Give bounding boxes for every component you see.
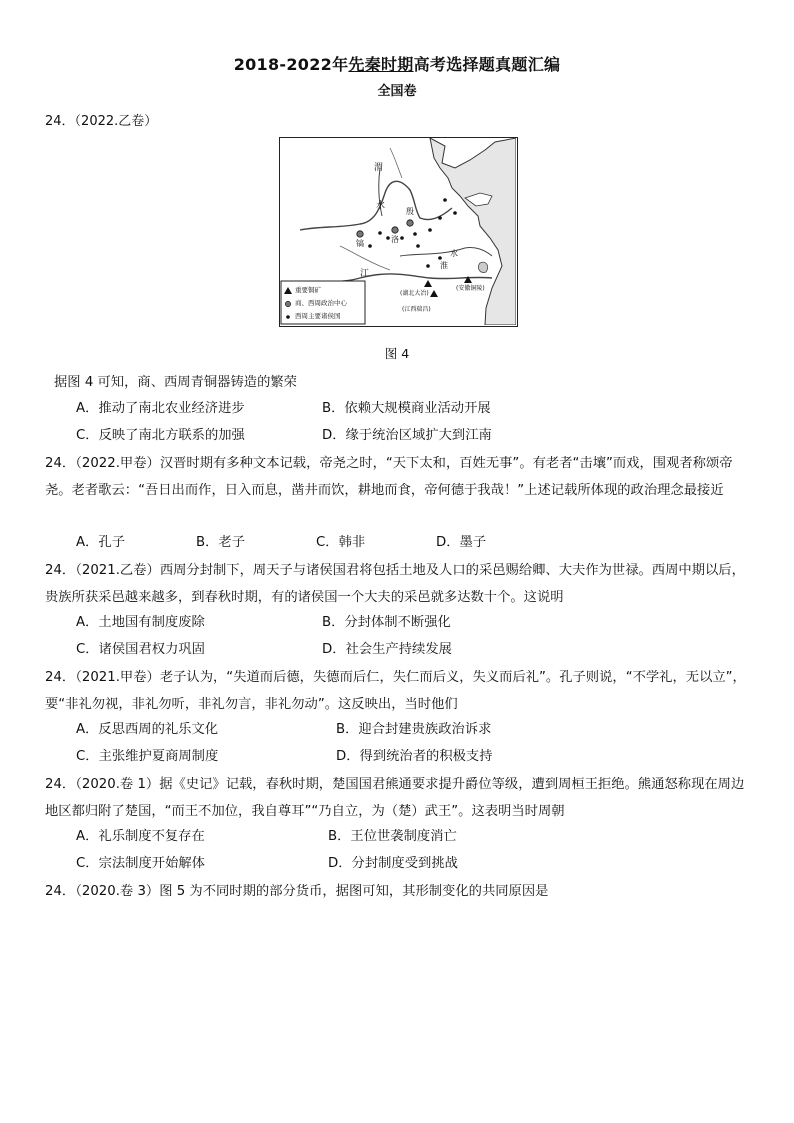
centre-luo xyxy=(392,227,398,233)
centre-yin xyxy=(407,220,413,226)
option-c: C．反映了南北方联系的加强 xyxy=(76,428,245,443)
question-6-stem: 24．（2020.卷 3）图 5 为不同时期的部分货币，据图可知，其形制变化的共同原因是 xyxy=(45,884,549,899)
huai-river xyxy=(400,247,492,256)
question-3-stem: 24．（2021.乙卷）西周分封制下，周天子与诸侯国君将包括土地及人口的采邑赐给卿、大夫作为世禄。西周中期以后，贵族所获采邑越来越多，到春秋时期，有的诸侯国一个大夫的采邑就多达数十个。这说明 xyxy=(45,563,745,605)
option-b: B．依赖大规模商业活动开展 xyxy=(322,401,491,416)
option-b: B．王位世袭制度消亡 xyxy=(328,829,457,844)
title-part: 2018-2022年 xyxy=(233,55,349,74)
question-4-stem: 24．（2021.甲卷）老子认为，“失道而后德，失德而后仁，失仁而后义，失义而后礼”。孔子则说，“不学礼，无以立”，要“非礼勿视，非礼勿听，非礼勿言，非礼勿动”。这反映出，当时他们 xyxy=(45,670,746,712)
title-underlined: 先秦时期 xyxy=(348,55,414,74)
option-d: D．墨子 xyxy=(436,535,487,550)
option-c: C．宗法制度开始解体 xyxy=(76,856,205,871)
map-label-shui2: 水 xyxy=(450,249,458,258)
option-a: A．土地国有制度废除 xyxy=(76,615,205,630)
map-label-shui: 水 xyxy=(376,201,386,211)
option-a: A．推动了南北农业经济进步 xyxy=(76,401,245,416)
question-2-stem: 24．（2022.甲卷）汉晋时期有多种文本记载，帝尧之时，“天下太和，百姓无事”。有老者“击壤”而戏，围观者称颂帝尧。老者歌云：“吾日出而作，日入而息，凿井而饮，耕地而食，帝何德于我哉！”上述记载所体现的政治理念最接近 xyxy=(45,456,733,498)
option-c: C．诸侯国君权力巩固 xyxy=(76,642,205,657)
map-label-tongling: (安徽铜陵) xyxy=(456,285,485,292)
option-d: D．社会生产持续发展 xyxy=(322,642,452,657)
option-b: B．分封体制不断强化 xyxy=(322,615,451,630)
option-c: C．韩非 xyxy=(316,535,366,550)
page-title xyxy=(0,52,794,75)
coastline xyxy=(430,138,516,325)
mine-daye xyxy=(424,280,432,287)
option-d: D．分封制度受到挑战 xyxy=(328,856,458,871)
lake xyxy=(478,262,487,272)
option-a: A．反思西周的礼乐文化 xyxy=(76,722,219,737)
map-label-daye: (湖北大冶) xyxy=(400,290,429,297)
option-d: D．得到统治者的积极支持 xyxy=(336,749,493,764)
map-label-hao: 镐 xyxy=(356,239,364,248)
figure-caption: 图 4 xyxy=(384,346,410,361)
option-a: A．孔子 xyxy=(76,535,125,550)
map-label-jiang: 江 xyxy=(360,269,370,279)
option-d: D．缘于统治区域扩大到江南 xyxy=(322,428,492,443)
option-c: C．主张维护夏商周制度 xyxy=(76,749,219,764)
mine-ruichang xyxy=(430,290,438,297)
map-label-luo: 洛 xyxy=(391,235,399,244)
map-svg xyxy=(280,138,516,325)
question-5-stem: 24．（2020.卷 1）据《史记》记载，春秋时期，楚国国君熊通要求提升爵位等级，遭到周桓王拒绝。熊通怒称现在周边地区都归附了楚国，“而王不加位，我自尊耳”“乃自立，为（楚）武王”。这表明当时周朝 xyxy=(45,777,745,819)
legend-centre: 商、西周政治中心 xyxy=(295,299,347,307)
map-figure xyxy=(279,137,518,327)
map-label-ruichang: (江西瑞昌) xyxy=(402,306,431,313)
map-label-yin: 殷 xyxy=(406,207,414,216)
page-subtitle: 全国卷 xyxy=(377,84,417,99)
title-part: 高考选择题真题汇编 xyxy=(413,55,561,74)
legend-copper: 重要铜矿 xyxy=(295,286,321,294)
northern-tributary xyxy=(390,148,402,178)
map-label-wei: 渭 xyxy=(374,163,384,173)
legend-vassal: 西周主要诸侯国 xyxy=(295,312,341,320)
option-a: A．礼乐制度不复存在 xyxy=(76,829,205,844)
option-b: B．迎合封建贵族政治诉求 xyxy=(336,722,492,737)
question-1-stem: 据图 4 可知，商、西周青铜器铸造的繁荣 xyxy=(54,375,297,390)
option-b: B．老子 xyxy=(196,535,246,550)
map-label-huai: 淮 xyxy=(440,261,448,270)
centre-hao xyxy=(357,231,363,237)
question-1-head: 24．（2022.乙卷） xyxy=(45,114,158,129)
